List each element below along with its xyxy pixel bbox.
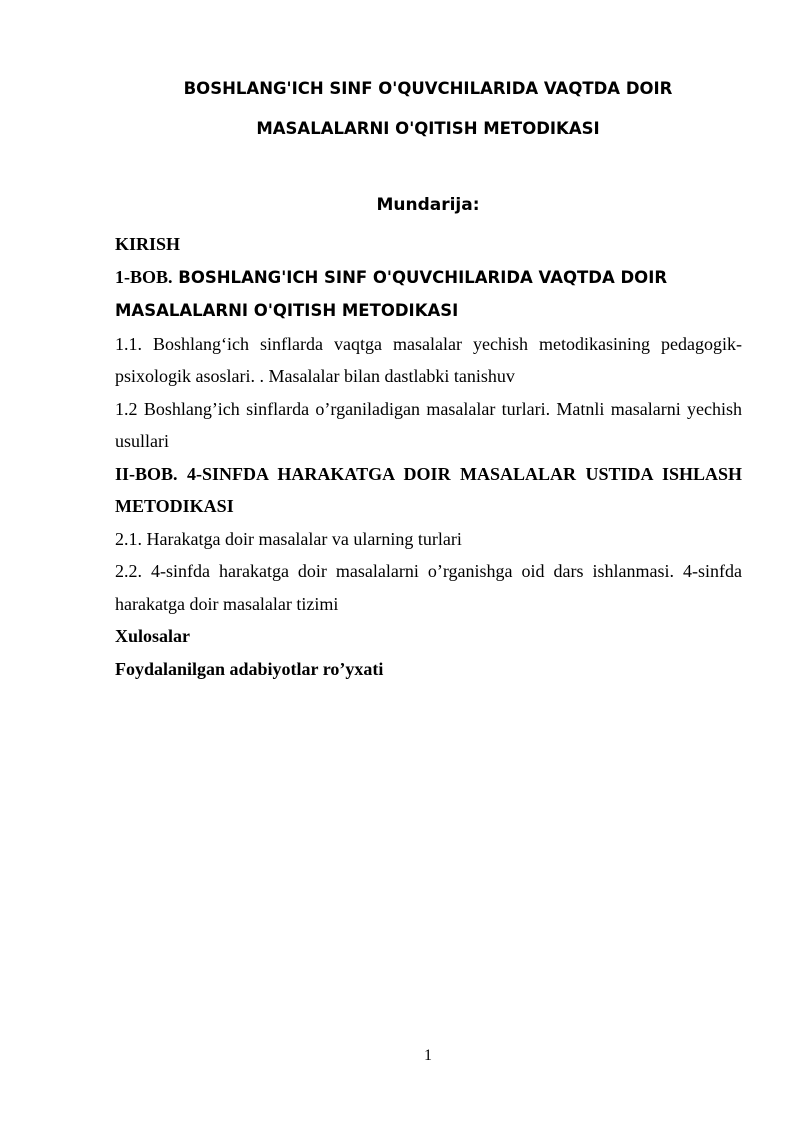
- table-of-contents: [115, 228, 742, 685]
- chapter-1-title-line-2: MASALALARNI O'QITISH METODIKASI: [115, 301, 459, 320]
- toc-entry-section-2-1: 2.1. Harakatga doir masalalar va ularning turlari: [115, 528, 462, 549]
- toc-entry-chapter-2: II-BOB. 4-SINFDA HARAKATGA DOIR MASALALAR USTIDA ISHLASH METODIKASI: [115, 463, 742, 516]
- toc-entry-section-2-2: 2.2. 4-sinfda harakatga doir masalalarni o’rganishga oid dars ishlanmasi. 4-sinfda harakatga doir masalalar tizimi: [115, 561, 742, 614]
- toc-entry-chapter-1-continued: [115, 294, 742, 328]
- chapter-1-prefix: 1-BOB.: [115, 266, 173, 287]
- document-title-line-1: BOSHLANG'ICH SINF O'QUVCHILARIDA VAQTDA DOIR: [183, 79, 673, 98]
- toc-entry-conclusions: Xulosalar: [115, 626, 191, 646]
- toc-entry-section-1-2: 1.2 Boshlang’ich sinflarda o’rganiladigan masalalar turlari. Matnli masalarni yechish usullari: [115, 398, 742, 451]
- toc-entry-chapter-1: [115, 261, 742, 295]
- table-of-contents-heading: Mundarija:: [376, 195, 480, 215]
- page-number: 1: [424, 1047, 432, 1064]
- toc-entry-section-1-1: 1.1. Boshlang‘ich sinflarda vaqtga masalalar yechish metodikasining pedagogik-psixologik asoslari. . Masalalar bilan dastlabki tanishuv: [115, 333, 742, 386]
- chapter-1-title-line-1: BOSHLANG'ICH SINF O'QUVCHILARIDA VAQTDA DOIR: [172, 267, 668, 287]
- toc-entry-references: Foydalanilgan adabiyotlar ro’yxati: [115, 658, 384, 679]
- toc-entry-introduction: KIRISH: [115, 234, 181, 254]
- document-title-line-2: MASALALARNI O'QITISH METODIKASI: [256, 119, 600, 138]
